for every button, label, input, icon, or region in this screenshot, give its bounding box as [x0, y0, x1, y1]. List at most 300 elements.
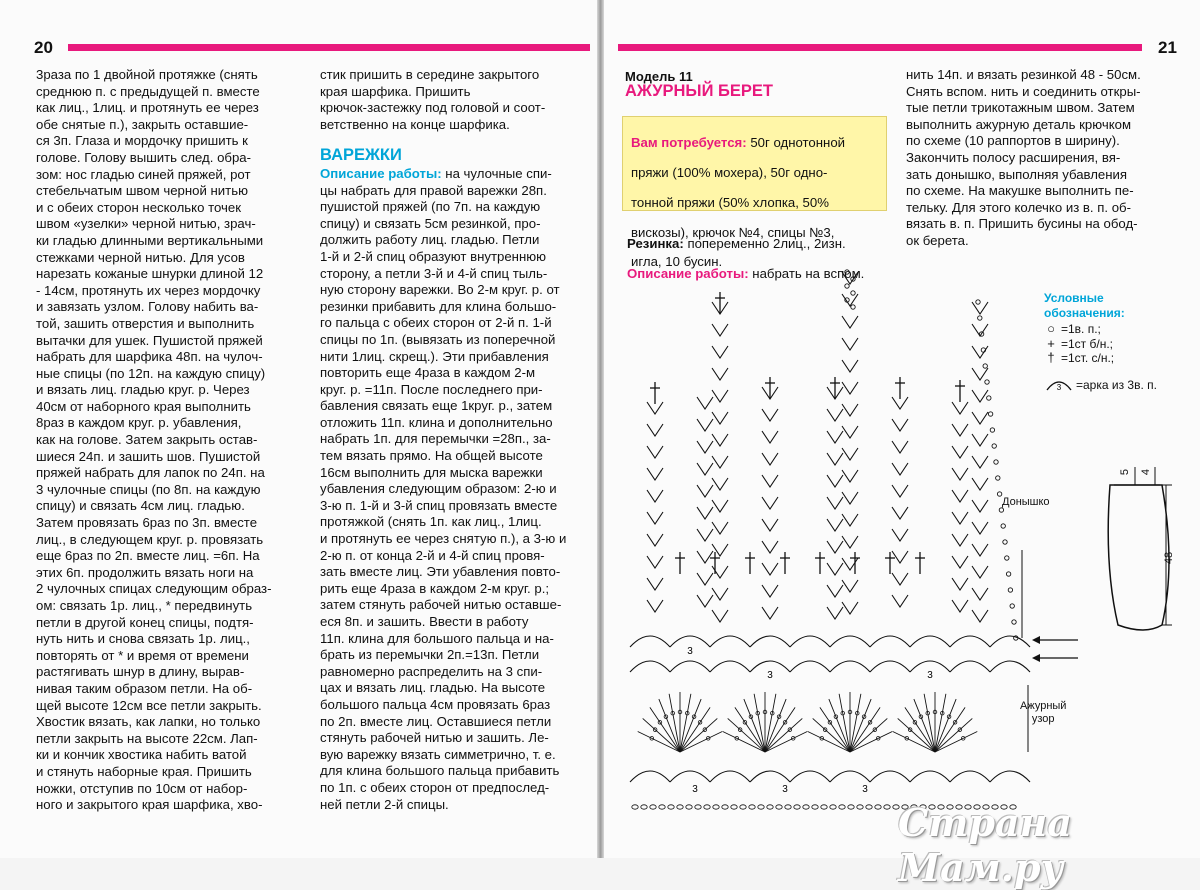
- stitch-v-mark: [842, 360, 858, 372]
- stitch-v-mark: [972, 478, 988, 490]
- fan-stitch-mark: [808, 731, 850, 752]
- left-column-1: [36, 67, 304, 814]
- text-line: резинки прибавить для клина большо-: [320, 298, 557, 314]
- text-line: шиеся 24п. и зашить шов. Пушистой: [36, 448, 261, 464]
- stitch-v-mark: [952, 600, 968, 612]
- chain-stitch-mark: [1005, 556, 1009, 560]
- chain-stitch-mark: [776, 805, 782, 809]
- stitch-v-mark: [762, 431, 778, 443]
- stitch-v-mark: [762, 519, 778, 531]
- section-title-mittens: ВАРЕЖКИ: [320, 146, 402, 165]
- chain-stitch-mark: [845, 284, 849, 288]
- stitch-v-mark: [762, 453, 778, 465]
- text-line: щей высоте 12см все петли закрыть.: [36, 697, 262, 713]
- text-line: тельку. Для этого колечко из в. п. об-: [906, 199, 1131, 215]
- stitch-v-mark: [892, 507, 908, 519]
- chain-stitch-mark: [821, 805, 827, 809]
- chain-stitch-mark: [722, 805, 728, 809]
- mittens-instructions: [320, 183, 586, 814]
- stitch-v-mark: [842, 602, 858, 614]
- arc-count-label: 3: [687, 646, 693, 657]
- text-line: протяжкой (снять 1п. как лиц., 1лиц.: [320, 514, 542, 530]
- chain-stitch-mark: [785, 805, 791, 809]
- stitch-v-mark: [952, 490, 968, 502]
- stitch-v-mark: [712, 610, 728, 622]
- text-line: 1-й и 2-й спиц образуют внутреннюю: [320, 248, 547, 264]
- chain-stitch-mark: [1006, 572, 1010, 576]
- text-line: убавления следующим образом: 2-ю и: [320, 481, 557, 497]
- chain-stitch-mark: [988, 412, 992, 416]
- stitch-v-mark: [712, 434, 728, 446]
- stitch-v-mark: [892, 485, 908, 497]
- stitch-v-mark: [697, 595, 713, 607]
- chain-stitch-mark: [992, 444, 996, 448]
- stitch-v-mark: [842, 580, 858, 592]
- text-line: голове. Голову вышить след. обра-: [36, 149, 252, 165]
- chain-stitch-mark: [1003, 540, 1007, 544]
- stitch-v-mark: [697, 507, 713, 519]
- text-line: круг. р. =11п. После последнего при-: [320, 381, 543, 397]
- chain-stitch-mark: [767, 805, 773, 809]
- chain-arc-mark: [830, 636, 870, 647]
- header-bar-left: [68, 44, 590, 51]
- page-number-left: 20: [34, 38, 53, 57]
- stitch-v-mark: [647, 424, 663, 436]
- chain-arc-mark: [790, 661, 830, 672]
- stitch-v-mark: [762, 563, 778, 575]
- stitch-v-mark: [827, 607, 843, 619]
- stitch-v-mark: [952, 512, 968, 524]
- materials-label: Вам потребуется:: [631, 135, 747, 151]
- chain-stitch-mark: [1001, 524, 1005, 528]
- stitch-v-mark: [712, 456, 728, 468]
- work-text: набрать на вспом.: [752, 265, 865, 281]
- chain-arc-mark: [990, 771, 1030, 782]
- legend-title-1: Условные: [1044, 291, 1104, 305]
- stitch-v-mark: [892, 595, 908, 607]
- stitch-v-mark: [842, 316, 858, 328]
- text-line: и с обеих сторон несколько точек: [36, 199, 241, 215]
- chain-arc-mark: [910, 636, 950, 647]
- stitch-v-mark: [952, 578, 968, 590]
- chain-stitch-mark: [857, 805, 863, 809]
- materials-first-line-text: 50г однотонной: [750, 135, 846, 151]
- chain-arc-mark: [870, 771, 910, 782]
- chain-stitch-mark: [976, 300, 980, 304]
- stitch-v-mark: [827, 431, 843, 443]
- text-line: ные спицы (по 12п. на каждую спицу): [36, 365, 266, 381]
- stitch-v-mark: [712, 390, 728, 402]
- stitch-v-mark: [697, 463, 713, 475]
- chain-stitch-mark: [990, 428, 994, 432]
- stitch-v-mark: [952, 446, 968, 458]
- chain-stitch-mark: [740, 805, 746, 809]
- text-line: по схеме (10 раппортов в ширину).: [906, 133, 1120, 149]
- stitch-v-mark: [972, 390, 988, 402]
- text-line: 11п. клина для большого пальца и на-: [320, 630, 554, 646]
- text-line: 2 чулочных спицах следующим образ-: [36, 581, 272, 597]
- rib-label: Резинка:: [627, 236, 684, 252]
- stitch-v-mark: [842, 404, 858, 416]
- stitch-v-mark: [827, 519, 843, 531]
- stitch-v-mark: [842, 338, 858, 350]
- text-line: стянуть рабочей нитью и зашить. Ле-: [320, 730, 549, 746]
- text-line: Снять вспом. нить и соединить откры-: [906, 83, 1141, 99]
- chain-stitch-mark: [812, 805, 818, 809]
- text-line: большого пальца 4см провязать 6раз: [320, 696, 551, 712]
- chain-stitch-mark: [686, 805, 692, 809]
- text-line: и стянуть наборные края. Пришить: [36, 763, 252, 779]
- text-line: повторить еще 4раза в каждом 2-м: [320, 365, 536, 381]
- text-line: игла, 10 бусин.: [631, 254, 723, 270]
- work-label: Описание работы:: [320, 165, 442, 181]
- chain-stitch-mark: [983, 364, 987, 368]
- stitch-v-mark: [842, 448, 858, 460]
- stitch-v-mark: [952, 424, 968, 436]
- chain-arc-mark: [750, 636, 790, 647]
- text-line: затем стянуть рабочей нитью оставше-: [320, 597, 562, 613]
- text-line: 2-ю п. от конца 2-й и 4-й спиц провя-: [320, 547, 545, 563]
- chain-stitch-mark: [677, 805, 683, 809]
- stitch-v-mark: [842, 272, 858, 284]
- text-line: этих 6п. продолжить вязать ноги на: [36, 564, 254, 580]
- legend-title-2: обозначения:: [1044, 306, 1125, 320]
- stitch-v-mark: [697, 419, 713, 431]
- stitch-v-mark: [842, 382, 858, 394]
- text-line: пушистой пряжей (по 7п. на каждую: [320, 199, 541, 215]
- stitch-v-mark: [892, 551, 908, 563]
- rib-text: попеременно 2лиц., 2изн.: [687, 236, 846, 252]
- text-line: повторять от * и время от времени: [36, 647, 249, 663]
- dim-label-48: 48: [1163, 551, 1176, 565]
- text-line: еще 6раз по 2п. вместе лиц. =6п. На: [36, 548, 260, 564]
- chain-stitch-mark: [1012, 620, 1016, 624]
- text-line: среднюю п. с предыдущей п. вместе: [36, 83, 260, 99]
- text-line: по 1п. с обеих сторон от предпослед-: [320, 779, 550, 795]
- legend-text-arc: =арка из 3в. п.: [1076, 377, 1157, 392]
- chain-stitch-mark: [758, 805, 764, 809]
- stitch-v-mark: [892, 573, 908, 585]
- fan-stitch-mark: [723, 731, 765, 752]
- stitch-v-mark: [712, 500, 728, 512]
- chain-stitch-mark: [713, 805, 719, 809]
- chain-stitch-mark: [794, 805, 800, 809]
- stitch-v-mark: [712, 346, 728, 358]
- text-line: спицу) и связать 4см лиц. гладью.: [36, 498, 245, 514]
- chain-arc-mark: [950, 771, 990, 782]
- text-line: вискозы), крючок №4, спицы №3,: [631, 224, 835, 240]
- chain-arc-mark: [630, 661, 670, 672]
- chain-stitch-mark: [659, 805, 665, 809]
- chain-stitch-mark: [650, 805, 656, 809]
- stitch-v-mark: [647, 556, 663, 568]
- text-line: вытачки для ушек. Пушистой пряжей: [36, 332, 263, 348]
- chain-stitch-mark: [839, 805, 845, 809]
- chain-arc-mark: [630, 771, 670, 782]
- text-line: 16см выполнить для мыска варежки: [320, 464, 543, 480]
- svg-text:3: 3: [1056, 382, 1062, 392]
- stitch-v-mark: [827, 497, 843, 509]
- text-line: набрать 1п. для перемычки =28п., за-: [320, 431, 551, 447]
- text-line: выполнить ажурную деталь крючком: [906, 116, 1132, 132]
- stitch-v-mark: [647, 490, 663, 502]
- stitch-v-mark: [972, 522, 988, 534]
- stitch-v-mark: [712, 588, 728, 600]
- chain-stitch-mark: [866, 805, 872, 809]
- text-line: должить работу лиц. гладью. Петли: [320, 232, 540, 248]
- chain-arc-mark: [830, 771, 870, 782]
- stitch-v-mark: [842, 470, 858, 482]
- text-line: го пальца с обеих сторон от 2-й п. 1-й: [320, 315, 552, 331]
- left-column-2: [320, 67, 586, 813]
- chain-stitch-mark: [978, 316, 982, 320]
- text-line: Затем провязать 6раз по 3п. вместе: [36, 515, 258, 531]
- stitch-v-mark: [697, 441, 713, 453]
- text-line: ки гладью длинными вертикальными: [36, 232, 264, 248]
- model-number: Модель 11: [625, 69, 693, 84]
- chain-stitch-icon: ○: [1047, 321, 1055, 336]
- mittens-first-line: [320, 166, 586, 183]
- stitch-v-mark: [697, 551, 713, 563]
- chain-arc-mark: [870, 661, 910, 672]
- stitch-v-mark: [972, 302, 988, 314]
- text-line: обе снятые п.), закрыть оставшие-: [36, 116, 249, 132]
- chain-stitch-mark: [1008, 588, 1012, 592]
- chain-stitch-mark: [985, 380, 989, 384]
- text-line: брать из перемычки 2п.=13п. Петли: [320, 647, 540, 663]
- chain-arc-mark: [950, 661, 990, 672]
- text-line: Хвостик вязать, как лапки, но только: [36, 714, 261, 730]
- chain-arc-mark: [910, 771, 950, 782]
- chain-stitch-mark: [994, 460, 998, 464]
- stitch-v-mark: [827, 475, 843, 487]
- arc-count-label: 3: [862, 784, 868, 795]
- text-line: нить 14п. и вязать резинкой 48 - 50см.: [906, 67, 1141, 82]
- chain-arc-mark: [950, 636, 990, 647]
- text-line: ножки, отступив по 10см от набор-: [36, 780, 248, 796]
- text-line: по схеме. На макушке выполнить пе-: [906, 183, 1134, 199]
- text-line: и протянуть ее через снятую п.), а 3-ю и: [320, 531, 567, 547]
- text-line: петли в другой конец спицы, подтя-: [36, 614, 254, 630]
- text-line: лиц., в следующем круг. р. провязать: [36, 531, 264, 547]
- chain-arc-mark: [750, 771, 790, 782]
- fan-stitch-mark: [850, 731, 892, 752]
- stitch-v-mark: [842, 514, 858, 526]
- text-line: тем вязать прямо. На общей высоте: [320, 448, 543, 464]
- stitch-v-mark: [827, 409, 843, 421]
- text-line: крючок-застежку под головой и соот-: [320, 100, 546, 116]
- text-line: и вязать лиц. гладью круг. р. Через: [36, 382, 250, 398]
- text-line: нарезать кожаные шнурки длиной 12: [36, 266, 264, 282]
- text-line: для клина большого пальца прибавить: [320, 763, 560, 779]
- text-line: ветственно на конце шарфика.: [320, 116, 510, 132]
- chain-arc-mark: [790, 771, 830, 782]
- rib-line: [627, 236, 889, 253]
- text-line: ок берета.: [906, 232, 969, 248]
- chain-stitch-mark: [884, 805, 890, 809]
- stitch-v-mark: [697, 397, 713, 409]
- model-title: АЖУРНЫЙ БЕРЕТ: [625, 82, 773, 100]
- chain-stitch-mark: [731, 805, 737, 809]
- text-line: вую варежку вязать симметрично, т. е.: [320, 746, 556, 762]
- chain-arc-mark: [630, 636, 670, 647]
- text-line: нити 1лиц. скрещ.). Эти прибавления: [320, 348, 549, 364]
- stitch-v-mark: [697, 485, 713, 497]
- chain-stitch-mark: [1010, 604, 1014, 608]
- stitch-v-mark: [892, 529, 908, 541]
- text-line: ней петли 2-й спицы.: [320, 796, 449, 812]
- text-line: нуть нить и снова связать 1р. лиц.,: [36, 631, 250, 647]
- text-line: пряжи (100% мохера), 50г одно-: [631, 164, 828, 180]
- text-line: как на голове. Затем закрыть остав-: [36, 432, 258, 448]
- text-line: рить еще 4раза в каждом 2-м круг. р.;: [320, 580, 550, 596]
- text-line: тонной пряжи (50% хлопка, 50%: [631, 194, 829, 210]
- diagram-arrows: [1020, 490, 1090, 760]
- chain-stitch-mark: [830, 805, 836, 809]
- stitch-v-mark: [827, 541, 843, 553]
- stitch-v-mark: [647, 512, 663, 524]
- arc-count-label: 3: [927, 670, 933, 681]
- stitch-v-mark: [952, 534, 968, 546]
- stitch-v-mark: [697, 529, 713, 541]
- single-crochet-icon: +: [1047, 335, 1055, 351]
- legend-text-dc: =1ст. с/н.;: [1061, 351, 1115, 365]
- stitch-v-mark: [647, 578, 663, 590]
- scarf-finish-text: [320, 67, 586, 133]
- stitch-v-mark: [892, 419, 908, 431]
- chain-arc-mark: [870, 636, 910, 647]
- chain-arc-mark: [830, 661, 870, 672]
- book-spine: [597, 0, 604, 858]
- label-lace-2: узор: [1031, 713, 1055, 725]
- text-line: 3раза по 1 двойной протяжке (снять: [36, 67, 258, 82]
- chain-stitch-mark: [668, 805, 674, 809]
- chain-arc-mark: [710, 636, 750, 647]
- double-crochet-icon: †: [1047, 350, 1055, 365]
- text-line: равномерно распределить на 3 спи-: [320, 663, 543, 679]
- chain-arc-mark: [710, 771, 750, 782]
- page-number-right: 21: [1158, 38, 1177, 57]
- text-line: края шарфика. Пришить: [320, 83, 471, 99]
- text-line: 40см от наборного края выполнить: [36, 398, 251, 414]
- stitch-v-mark: [972, 566, 988, 578]
- text-line: ом: связать 1р. лиц., * передвинуть: [36, 598, 253, 613]
- stitch-v-mark: [762, 541, 778, 553]
- stitch-v-mark: [952, 468, 968, 480]
- mittens-first-line-text: на чулочные спи-: [445, 165, 552, 181]
- chain-stitch-mark: [845, 270, 849, 274]
- chain-stitch-mark: [641, 805, 647, 809]
- stitch-v-mark: [762, 497, 778, 509]
- dim-label-5: 5: [1119, 468, 1132, 476]
- chain-stitch-mark: [632, 805, 638, 809]
- fan-stitch-mark: [935, 731, 977, 752]
- text-line: цы набрать для правой варежки 28п.: [320, 182, 547, 198]
- arc-count-label: 3: [692, 784, 698, 795]
- stitch-v-mark: [972, 610, 988, 622]
- text-line: нивая таким образом петли. На об-: [36, 680, 253, 696]
- stitch-v-mark: [972, 368, 988, 380]
- text-line: ки и кончик хвостика набить ватой: [36, 747, 247, 763]
- text-line: - 14см, протянуть их через мордочку: [36, 282, 261, 298]
- legend-text-chain: =1в. п.;: [1061, 322, 1101, 336]
- fan-stitch-mark: [893, 731, 935, 752]
- stitch-v-mark: [762, 585, 778, 597]
- stitch-v-mark: [972, 434, 988, 446]
- text-line: швом «узелки» черной нитью, зрач-: [36, 216, 256, 232]
- right-column-text: [906, 67, 1178, 250]
- text-line: той, зашить отверстия и выполнить: [36, 315, 255, 331]
- stitch-v-mark: [842, 426, 858, 438]
- stitch-v-mark: [892, 441, 908, 453]
- text-line: как лиц., 1лиц. и протянуть ее через: [36, 100, 259, 116]
- stitch-v-mark: [647, 534, 663, 546]
- text-line: тые петли трикотажным швом. Затем: [906, 100, 1135, 116]
- chain-stitch-mark: [851, 305, 855, 309]
- text-line: набрать для шарфика 48п. на чулоч-: [36, 349, 263, 365]
- stitch-v-mark: [842, 492, 858, 504]
- fan-stitch-mark: [680, 731, 722, 752]
- stitch-v-mark: [712, 412, 728, 424]
- text-line: ся 3п. Глаза и мордочку пришить к: [36, 133, 248, 149]
- chain-arc-mark: [790, 636, 830, 647]
- stitch-v-mark: [762, 607, 778, 619]
- header-bar-right: [618, 44, 1142, 51]
- stitch-v-mark: [892, 463, 908, 475]
- chain-stitch-mark: [848, 805, 854, 809]
- stitch-v-mark: [972, 324, 988, 336]
- chain-stitch-mark: [749, 805, 755, 809]
- text-line: растягивать шнур в длину, вырав-: [36, 664, 245, 680]
- chain-stitch-mark: [875, 805, 881, 809]
- label-crown: Донышко: [1002, 496, 1050, 508]
- stitch-v-mark: [972, 544, 988, 556]
- stitch-v-mark: [712, 522, 728, 534]
- text-line: цах и вязать лиц. гладью. На высоте: [320, 680, 546, 696]
- crochet-diagram: [620, 262, 1070, 832]
- stitch-v-mark: [842, 536, 858, 548]
- stitch-v-mark: [712, 368, 728, 380]
- fan-stitch-mark: [765, 731, 807, 752]
- text-line: Закончить полосу расширения, вя-: [906, 149, 1121, 165]
- stitch-v-mark: [762, 409, 778, 421]
- text-line: зать вместе лиц. Эти убавления повто-: [320, 564, 561, 580]
- chain-stitch-mark: [695, 805, 701, 809]
- stitch-v-mark: [972, 500, 988, 512]
- stitch-v-mark: [952, 556, 968, 568]
- arc-count-label: 3: [782, 784, 788, 795]
- chain-arc-mark: [710, 661, 750, 672]
- text-line: спицу) и связать 5см резинкой, про-: [320, 215, 541, 231]
- materials-first-line: [631, 135, 878, 152]
- watermark-logo: Страна Мам.ру: [898, 800, 1072, 890]
- arc-count-label: 3: [767, 670, 773, 681]
- text-line: ную сторону варежки. Во 2-м круг. р. от: [320, 282, 560, 298]
- stitch-v-mark: [972, 346, 988, 358]
- stitch-v-mark: [697, 573, 713, 585]
- chain-stitch-mark: [996, 476, 1000, 480]
- chain-arc-mark: [670, 771, 710, 782]
- text-line: отложить 11п. клина и дополнительно: [320, 414, 553, 430]
- work-label-right: Описание работы:: [627, 265, 749, 281]
- stitch-v-mark: [647, 446, 663, 458]
- chain-stitch-mark: [704, 805, 710, 809]
- legend-text-sc: =1ст б/н.;: [1061, 336, 1114, 351]
- text-line: еся 8п. и зашить. Ввести в работу: [320, 614, 529, 629]
- text-line: стик пришить в середине закрытого: [320, 67, 540, 82]
- text-line: зом: нос гладью синей пряжей, рот: [36, 166, 251, 182]
- chain-stitch-mark: [987, 396, 991, 400]
